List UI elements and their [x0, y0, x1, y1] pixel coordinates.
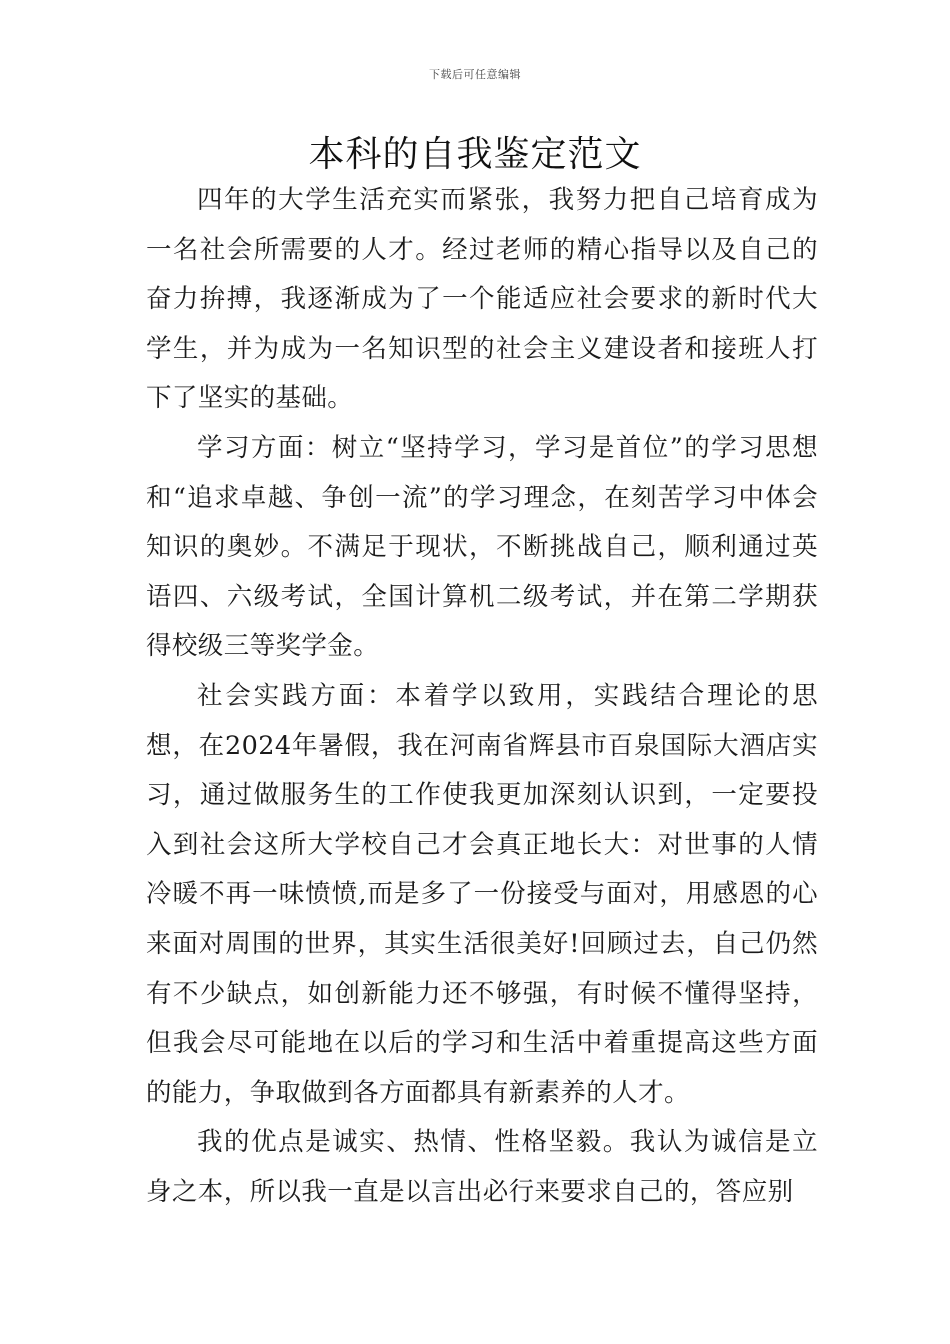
paragraph-practice: 社会实践方面：本着学以致用，实践结合理论的思想，在2024年暑假，我在河南省辉县市百泉国际大酒店实习，通过做服务生的工作使我更加深刻认识到，一定要投入到社会这所大学校自己才会真正地长大：对世事的人情冷暖不再一味愤愤,而是多了一份接受与面对，用感恩的心来面对周围的世界，其实生活很美好!回顾过去，自己仍然有不少缺点，如创新能力还不够强，有时候不懂得坚持，但我会尽可能地在以后的学习和生活中着重提高这些方面的能力，争取做到各方面都具有新素养的人才。 [146, 680, 818, 1108]
paragraph-strengths: 我的优点是诚实、热情、性格坚毅。我认为诚信是立身之本，所以我一直是以言出必行来要求自己的，答应别 [146, 1127, 818, 1207]
paragraph-study: 学习方面：树立“坚持学习，学习是首位”的学习思想和“追求卓越、争创一流”的学习理念，在刻苦学习中体会知识的奥妙。不满足于现状，不断挑战自己，顺利通过英语四、六级考试，全国计算机二级考试，并在第二学期获得校级三等奖学金。 [146, 432, 818, 662]
paragraph-intro: 四年的大学生活充实而紧张，我努力把自己培育成为一名社会所需要的人才。经过老师的精心指导以及自己的奋力拚搏，我逐渐成为了一个能适应社会要求的新时代大学生，并为成为一名知识型的社会主义建设者和接班人打下了坚实的基础。 [146, 185, 818, 414]
document-title: 本科的自我鉴定范文 [308, 134, 642, 175]
header-note: 下载后可任意编辑 [429, 68, 521, 81]
document-body [146, 176, 818, 1217]
